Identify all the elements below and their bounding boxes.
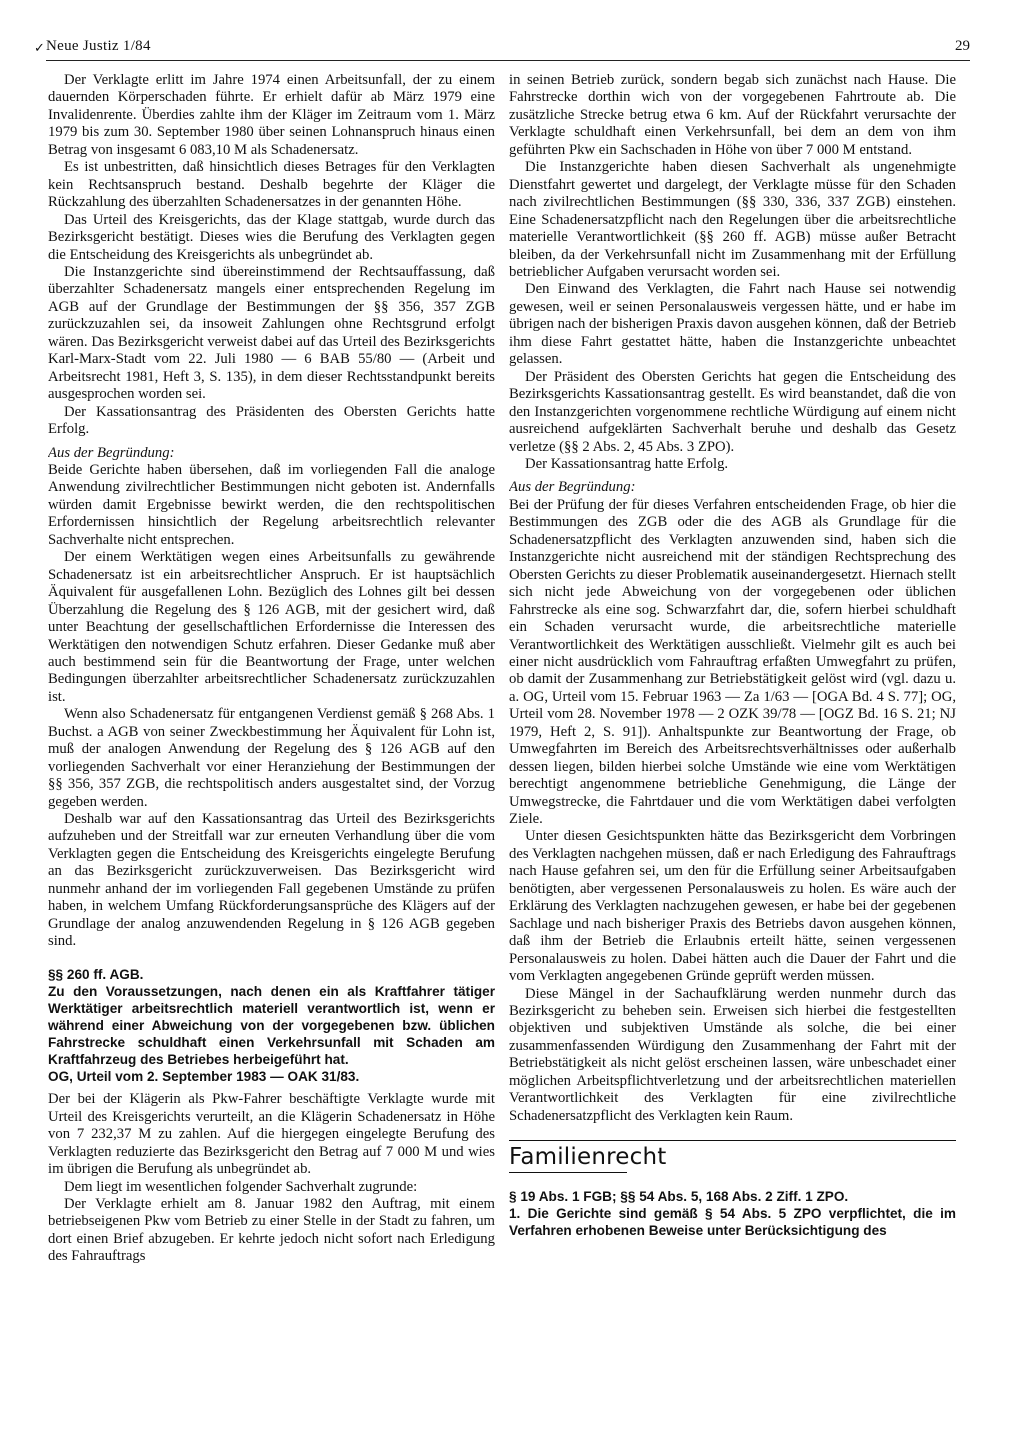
paragraph: Diese Mängel in der Sachaufklärung werden nunmehr durch das Bezirksgericht zu beheben sein. Erweisen sich hierbei die festgestellten objektiven und subjektiven Umstände als solche, die bei einer zusammenfassenden Würdigung den Zusammenhang der Fahrt mit der Betriebstätigkeit als nicht gelöst erscheinen lassen, wäre unbeschadet einer möglichen Arbeitspflichtverletzung und der arbeitsrechtlichen materiellen Verantwortlichkeit des Verklagten für eine zivilrechtliche Schadenersatzpflicht des Verklagten kein Raum.	[509, 985, 956, 1124]
right-column	[509, 72, 956, 1424]
paragraph: in seinen Betrieb zurück, sondern begab sich zunächst nach Hause. Die Fahrstrecke dorthin wich von der vorgegebenen Fahrtroute ab. Die zusätzliche Strecke betrug etwa 6 km. Auf der Rückfahrt verursachte der Verklagte schuldhaft einen Verkehrsunfall, bei dem an dem von ihm geführten Pkw ein Sachschaden in Höhe von über 7 000 M entstand.	[509, 72, 956, 158]
paragraph: Den Einwand des Verklagten, die Fahrt nach Hause sei notwendig gewesen, weil er seinen Personalausweis vergessen hätte, und er habe im übrigen nach der bisherigen Praxis davon ausgehen können, daß der Betrieb ihm diese Fahrt gestattet hätte, haben die Instanzgerichte unbeachtet gelassen.	[509, 281, 956, 368]
header-rule	[46, 60, 970, 61]
subheading: Aus der Begründung:	[509, 479, 636, 496]
headnote: Zu den Voraussetzungen, nach denen ein als Kraftfahrer tätiger Werktätiger arbeitsrechtlich materiell verantwortlich ist, wenn er während einer Abweichung von der vorgegebenen bzw. üblichen Fahrstrecke schuldhaft einen Verkehrsunfall mit Schaden am Kraftfahrzeug des Betriebes herbeigeführt hat.	[48, 983, 495, 1068]
paragraph: Beide Gerichte haben übersehen, daß im vorliegenden Fall die analoge Anwendung zivilrechtlicher Bestimmungen nicht geboten ist. Andernfalls würden damit Ergebnisse bewirkt werden, die den rechtspolitischen Erfordernissen hinsichtlich der Regelung arbeitsrechtlich relevanter Sachverhalte nicht entsprechen.	[48, 461, 495, 548]
headnote: 1. Die Gerichte sind gemäß § 54 Abs. 5 ZPO verpflichtet, die im Verfahren erhobenen Beweise unter Berücksichtigung des	[509, 1206, 956, 1239]
page-header	[0, 38, 1024, 64]
paragraph: Bei der Prüfung der für dieses Verfahren entscheidenden Frage, ob hier die Bestimmungen des ZGB oder die des AGB als Grundlage für die Schadenersatzpflicht des Verklagten anzuwenden sind, haben sich die Instanzgerichte nicht ausreichend mit der ständigen Rechtsprechung des Obersten Gerichts zu dieser Problematik auseinandergesetzt. Hiernach stellt sich nicht jede Abweichung von der vorgegebenen oder üblichen Fahrstrecke als eine sog. Schwarzfahrt dar, die, sofern hierbei schuldhaft ein Schaden verursacht wurde, die arbeitsrechtliche materielle Verantwortlichkeit des Werktätigen ausschließt. Vielmehr gilt es auch bei einer nicht ausdrücklich vom Fahrauftrag erfaßten Umwegfahrt zu prüfen, ob damit der Zusammenhang zur Betriebstätigkeit gelöst wird (vgl. dazu u. a. OG, Urteil vom 15. Februar 1963 — Za 1/63 — [OGA Bd. 4 S. 77]; OG, Urteil vom 28. November 1978 — 2 OZK 39/78 — [OGZ Bd. 16 S. 21; NJ 1979, Heft 2, S. 91]). Anhaltspunkte zur Beantwortung der Frage, ob Umwegfahrten im Bereich des Arbeitsrechtsverhältnisses oder außerhalb dessen liegen, bilden hierbei solche Umstände wie eine vom Werktätigen berechtigt angenommene betriebliche Genehmigung, die Länge der Umwegstrecke, die Fahrtdauer und die vom Werktätigen dabei verfolgten Ziele.	[509, 496, 956, 828]
spacer	[509, 1173, 956, 1188]
paragraph: Die Instanzgerichte sind übereinstimmend der Rechtsauffassung, daß überzahlter Schadenersatz mangels einer entsprechenden Regelung im AGB auf der Grundlage der Bestimmungen der §§ 356, 357 ZGB zurückzuzahlen sei, da insoweit Zahlungen ohne Rechtsgrund erfolgt wären. Das Bezirksgericht verweist dabei auf das Urteil des Bezirksgerichts Karl-Marx-Stadt vom 22. Juli 1980 — 6 BAB 55/80 — (Arbeit und Arbeitsrecht 1981, Heft 3, S. 135), in dem dieser Rechtsstandpunkt bereits ausgesprochen worden sei.	[48, 263, 495, 403]
statute-reference: §§ 260 ff. AGB.	[48, 966, 144, 982]
page-number: 29	[955, 38, 970, 54]
spacer	[48, 951, 495, 966]
paragraph: Dem liegt im wesentlichen folgender Sachverhalt zugrunde:	[64, 1178, 418, 1195]
paragraph: Es ist unbestritten, daß hinsichtlich dieses Betrages für den Verklagten kein Rechtsanspruch bestand. Deshalb begehrte der Kläger die Rückzahlung des überzahlten Schadenersatzes in der genannten Höhe.	[48, 159, 495, 211]
left-column	[48, 72, 495, 1424]
section-rule	[509, 1140, 956, 1141]
paragraph: Der Kassationsantrag des Präsidenten des Obersten Gerichts hatte Erfolg.	[48, 403, 495, 438]
paragraph: Der bei der Klägerin als Pkw-Fahrer beschäftigte Verklagte wurde mit Urteil des Kreisgerichts verurteilt, an die Klägerin Schadenersatz in Höhe von 7 232,37 M zu zahlen. Auf die hiergegen eingelegte Berufung des Verklagten reduzierte das Bezirksgericht den Betrag auf 7 000 M und wies im übrigen die Berufung als unbegründet ab.	[48, 1091, 495, 1178]
paragraph: Das Urteil des Kreisgerichts, das der Klage stattgab, wurde durch das Bezirksgericht bestätigt. Dieses wies die Berufung des Verklagten gegen die Entscheidung des Kreisgerichts als unbegründet ab.	[48, 211, 495, 263]
journal-title: Neue Justiz 1/84	[46, 38, 151, 54]
paragraph: Der Kassationsantrag hatte Erfolg.	[525, 455, 729, 472]
paragraph: Die Instanzgerichte haben diesen Sachverhalt als ungenehmigte Dienstfahrt gewertet und dargelegt, der Verklagte müsse für den Schaden nach zivilrechtlichen Bestimmungen (§§ 330, 336, 337 ZGB) einstehen. Eine Schadenersatzpflicht nach den Regelungen über die arbeitsrechtliche materielle Verantwortlichkeit (§§ 260 ff. AGB) müsse außer Betracht bleiben, da der Verkehrsunfall nicht im Zusammenhang mit der Erfüllung betrieblicher Aufgaben verursacht worden sei.	[509, 159, 956, 280]
paragraph: Der Präsident des Obersten Gerichts hat gegen die Entscheidung des Bezirksgerichts Kassationsantrag gestellt. Es wird beanstandet, daß die von den Instanzgerichten vorgenommene rechtliche Würdigung auf einem nicht ausreichend aufgeklärten Sachverhalt beruhe und deshalb das Gesetz verletze (§§ 2 Abs. 2, 45 Abs. 3 ZPO).	[509, 368, 956, 455]
paragraph: Der Verklagte erhielt am 8. Januar 1982 den Auftrag, mit einem betriebseigenen Pkw vom Betrieb zu einer Stelle in der Stadt zu fahren, um dort einen Brief abzugeben. Er kehrte jedoch nicht sofort nach Erledigung des Fahrauftrags	[48, 1196, 495, 1265]
paragraph: Der einem Werktätigen wegen eines Arbeitsunfalls zu gewährende Schadenersatz ist ein arbeitsrechtlicher Anspruch. Er ist hauptsächlich Äquivalent für ausgefallenen Lohn. Bezüglich des Lohnes gilt bei dessen Überzahlung die Regelung des § 126 AGB, mit der gesichert wird, daß unter Beachtung der gesellschaftlichen Erfordernisse die Interessen des Werktätigen den notwendigen Schutz erfahren. Dieser Gedanke muß aber auch bestimmend sein für die Beantwortung der Frage, unter welchen Bedingungen überzahlter arbeitsrechtlicher Schadenersatz zurückzuzahlen ist.	[48, 549, 495, 705]
paragraph: Deshalb war auf den Kassationsantrag das Urteil des Bezirksgerichts aufzuheben und der Streitfall war zur erneuten Verhandlung über die vom Verklagten gegen die Entscheidung des Kreisgerichts eingelegte Berufung an das Bezirksgericht zurückzuverweisen. Das Bezirksgericht wird nunmehr anhand der im vorliegenden Fall gegebenen Umstände zu prüfen haben, in welchem Umfang Rückforderungsansprüche des Klägers auf der Grundlage der analog anzuwendenden Regelung in § 126 AGB gegeben sind.	[48, 811, 495, 950]
statute-reference: § 19 Abs. 1 FGB; §§ 54 Abs. 5, 168 Abs. 2 Ziff. 1 ZPO.	[509, 1189, 849, 1205]
section-title: Familienrecht	[509, 1144, 667, 1171]
paragraph: Wenn also Schadenersatz für entgangenen Verdienst gemäß § 268 Abs. 1 Buchst. a AGB von seiner Zweckbestimmung her Äquivalent für Lohn ist, muß der analogen Anwendung der Regelung des § 126 AGB auf den vorliegenden Sachverhalt vor einer Heranziehung der Bestimmungen der §§ 356, 357 ZGB, die rechtspolitisch anders ausgestaltet sind, der Vorzug gegeben werden.	[48, 706, 495, 810]
subheading: Aus der Begründung:	[48, 444, 175, 461]
paragraph: Der Verklagte erlitt im Jahre 1974 einen Arbeitsunfall, der zu einem dauernden Körperschaden führte. Er erhielt dafür ab März 1979 eine Invalidenrente. Überdies zahlte ihm der Kläger im Zeitraum vom 1. März 1979 bis zum 30. September 1980 über seinen Lohnanspruch hinaus einen Betrag von insgesamt 6 083,10 M als Schadenersatz.	[48, 72, 495, 158]
spacer	[509, 1125, 956, 1140]
court-decision-reference: OG, Urteil vom 2. September 1983 — OAK 31/83.	[48, 1069, 360, 1085]
check-mark-icon: ✓	[34, 40, 45, 55]
paragraph: Unter diesen Gesichtspunkten hätte das Bezirksgericht dem Vorbringen des Verklagten nachgehen müssen, daß er nach Erledigung des Fahrauftrags nach Hause gefahren sei, um den für die Erfüllung seiner Arbeitsaufgaben benötigten, aber vergessenen Personalausweis zu holen. Es wäre auch der Erklärung des Verklagten nachzugehen gewesen, er habe bei der gegebenen Sachlage und nach bisheriger Praxis des Betriebs davon ausgehen können, daß ihm der Betrieb die Erlaubnis erteilt hätte, seinen vergessenen Personalausweis zu holen. Dabei hätten auch die Dauer der Fahrt und die vom Verklagten angegebenen Gründe geprüft werden müssen.	[509, 828, 956, 985]
